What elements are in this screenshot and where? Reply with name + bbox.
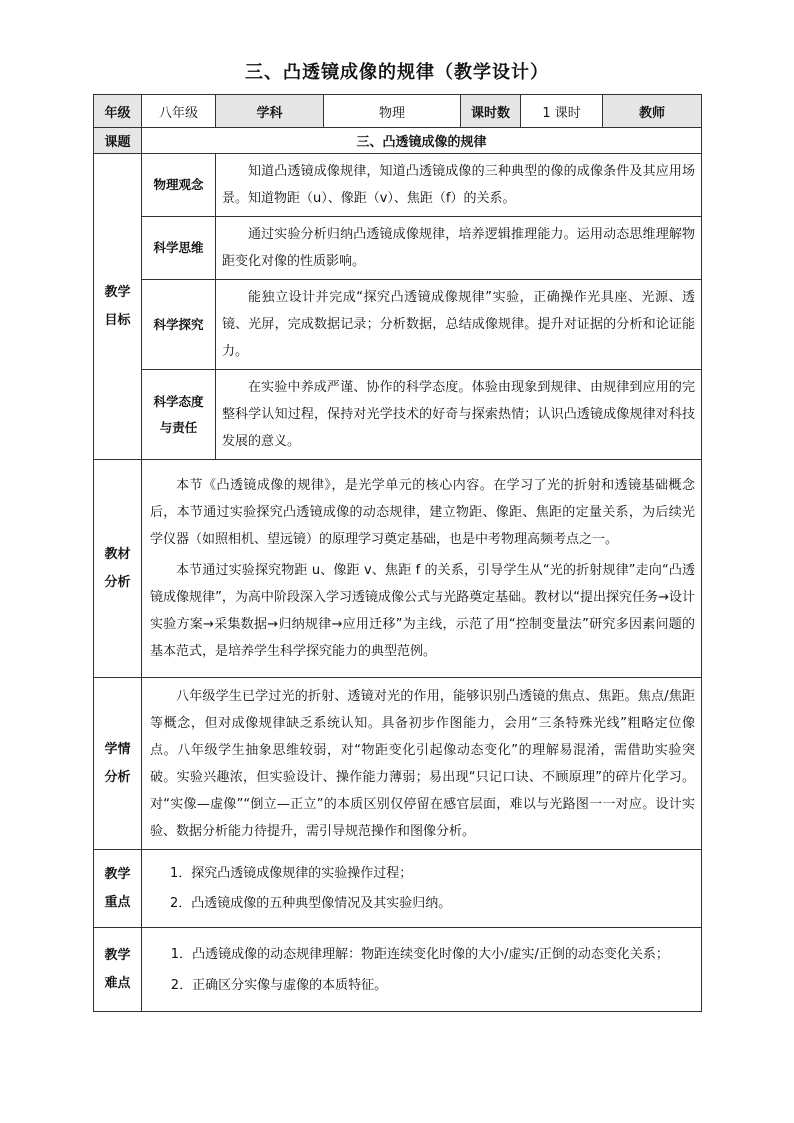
hours-value: 1 课时 xyxy=(521,95,603,128)
difficulties-row xyxy=(94,928,702,1012)
textbook-label xyxy=(94,460,142,678)
objective-item-label xyxy=(142,217,216,280)
textbook-label-line2: 分析 xyxy=(104,574,131,590)
objectives-label-line2: 目标 xyxy=(104,312,131,328)
difficulty-item: 2．正确区分实像与虚像的本质特征。 xyxy=(170,977,388,993)
objective-item-label xyxy=(142,154,216,217)
difficulties-label-line2: 难点 xyxy=(104,975,131,991)
objective-item-text: 在实验中养成严谨、协作的科学态度。体验由现象到规律、由规律到应用的完整科学认知过程，保持对光学技术的好奇与探索热情；认识凸透镜成像规律对科技发展的意义。 xyxy=(222,380,696,449)
objective-label-line1: 科学思维 xyxy=(153,240,204,255)
lesson-plan-table xyxy=(93,94,702,1012)
subject-value: 物理 xyxy=(324,95,461,128)
textbook-paragraph: 本节通过实验探究物距 u、像距 v、焦距 f 的关系，引导学生从“光的折射规律”走向“凸透镜成像规律”，为高中阶段深入学习透镜成像公式与光路奠定基础。教材以“提出探究任务→设计实验方案→采集数据→归纳规律→应用迁移”为主线，示范了用“控制变量法”研究多因素问题的基本范式，是培养学生科学探究能力的典型范例。 xyxy=(150,563,696,659)
objective-item-text-cell xyxy=(216,154,702,217)
students-paragraph: 八年级学生已学过光的折射、透镜对光的作用，能够识别凸透镜的焦点、焦距。焦点/焦距等概念，但对成像规律缺乏系统认知。具备初步作图能力，会用“三条特殊光线”粗略定位像点。八年级学生抽象思维较弱，对“物距变化引起像动态变化”的理解易混淆，需借助实验突破。实验兴趣浓，但实验设计、操作能力薄弱；易出现“只记口诀、不顾原理”的碎片化学习。对“实像—虚像”“倒立—正立”的本质区别仅停留在感官层面，难以与光路图一一对应。设计实验、数据分析能力待提升，需引导规范操作和图像分析。 xyxy=(150,688,696,839)
info-row xyxy=(94,95,702,128)
key-point-item: 2．凸透镜成像的五种典型像情况及其实验归纳。 xyxy=(170,895,452,911)
key-point-item: 1．探究凸透镜成像规律的实验操作过程； xyxy=(170,865,413,881)
key-points-row xyxy=(94,850,702,928)
objective-row xyxy=(94,154,702,217)
objective-item-text: 能独立设计并完成“探究凸透镜成像规律”实验，正确操作光具座、光源、透镜、光屏，完成数据记录；分析数据，总结成像规律。提升对证据的分析和论证能力。 xyxy=(222,290,696,359)
students-label-line1: 学情 xyxy=(104,741,131,757)
objective-item-text-cell xyxy=(216,280,702,370)
hours-label: 课时数 xyxy=(461,95,521,128)
topic-row xyxy=(94,128,702,154)
grade-label: 年级 xyxy=(94,95,142,128)
objective-item-text-cell xyxy=(216,370,702,460)
objective-label-line2: 与责任 xyxy=(159,419,198,435)
objectives-label xyxy=(94,154,142,460)
objective-label-line1: 科学探究 xyxy=(153,316,204,332)
objective-row xyxy=(94,280,702,370)
objective-item-text: 知道凸透镜成像规律，知道凸透镜成像的三种典型的像的成像条件及其应用场景。知道物距（u）、像距（v）、焦距（f）的关系。 xyxy=(222,164,696,206)
grade-value: 八年级 xyxy=(142,95,216,128)
student-analysis-row xyxy=(94,678,702,850)
students-content xyxy=(142,678,702,850)
objective-row xyxy=(94,217,702,280)
textbook-content xyxy=(142,460,702,678)
key-points-label xyxy=(94,850,142,928)
objective-item-label xyxy=(142,280,216,370)
objective-item-text-cell xyxy=(216,217,702,280)
key-points-label-line1: 教学 xyxy=(104,866,131,882)
difficulties-label xyxy=(94,928,142,1012)
key-points-label-line2: 重点 xyxy=(104,894,131,910)
difficulties-content xyxy=(142,928,702,1012)
teacher-label: 教师 xyxy=(603,95,702,128)
objectives-label-line1: 教学 xyxy=(104,284,131,300)
textbook-paragraph: 本节《凸透镜成像的规律》，是光学单元的核心内容。在学习了光的折射和透镜基础概念后，本节通过实验探究凸透镜成像的动态规律，建立物距、像距、焦距的定量关系，为后续光学仪器（如照相机、望远镜）的原理学习奠定基础，也是中考物理高频考点之一。 xyxy=(150,478,696,547)
objective-label-line1: 物理观念 xyxy=(153,177,204,192)
difficulty-item: 1．凸透镜成像的动态规律理解：物距连续变化时像的大小/虚实/正倒的动态变化关系； xyxy=(170,946,669,962)
objective-item-label xyxy=(142,370,216,460)
difficulties-label-line1: 教学 xyxy=(104,947,131,963)
objective-item-text: 通过实验分析归纳凸透镜成像规律，培养逻辑推理能力。运用动态思维理解物距变化对像的性质影响。 xyxy=(222,227,696,269)
topic-value: 三、凸透镜成像的规律 xyxy=(142,128,702,154)
textbook-label-line1: 教材 xyxy=(104,546,131,562)
page-title: 三、凸透镜成像的规律（教学设计） xyxy=(245,62,549,83)
topic-label: 课题 xyxy=(94,128,142,154)
textbook-analysis-row xyxy=(94,460,702,678)
objective-row xyxy=(94,370,702,460)
students-label xyxy=(94,678,142,850)
students-label-line2: 分析 xyxy=(104,769,131,785)
key-points-content xyxy=(142,850,702,928)
objective-label-line1: 科学态度 xyxy=(153,393,204,409)
subject-label: 学科 xyxy=(216,95,324,128)
